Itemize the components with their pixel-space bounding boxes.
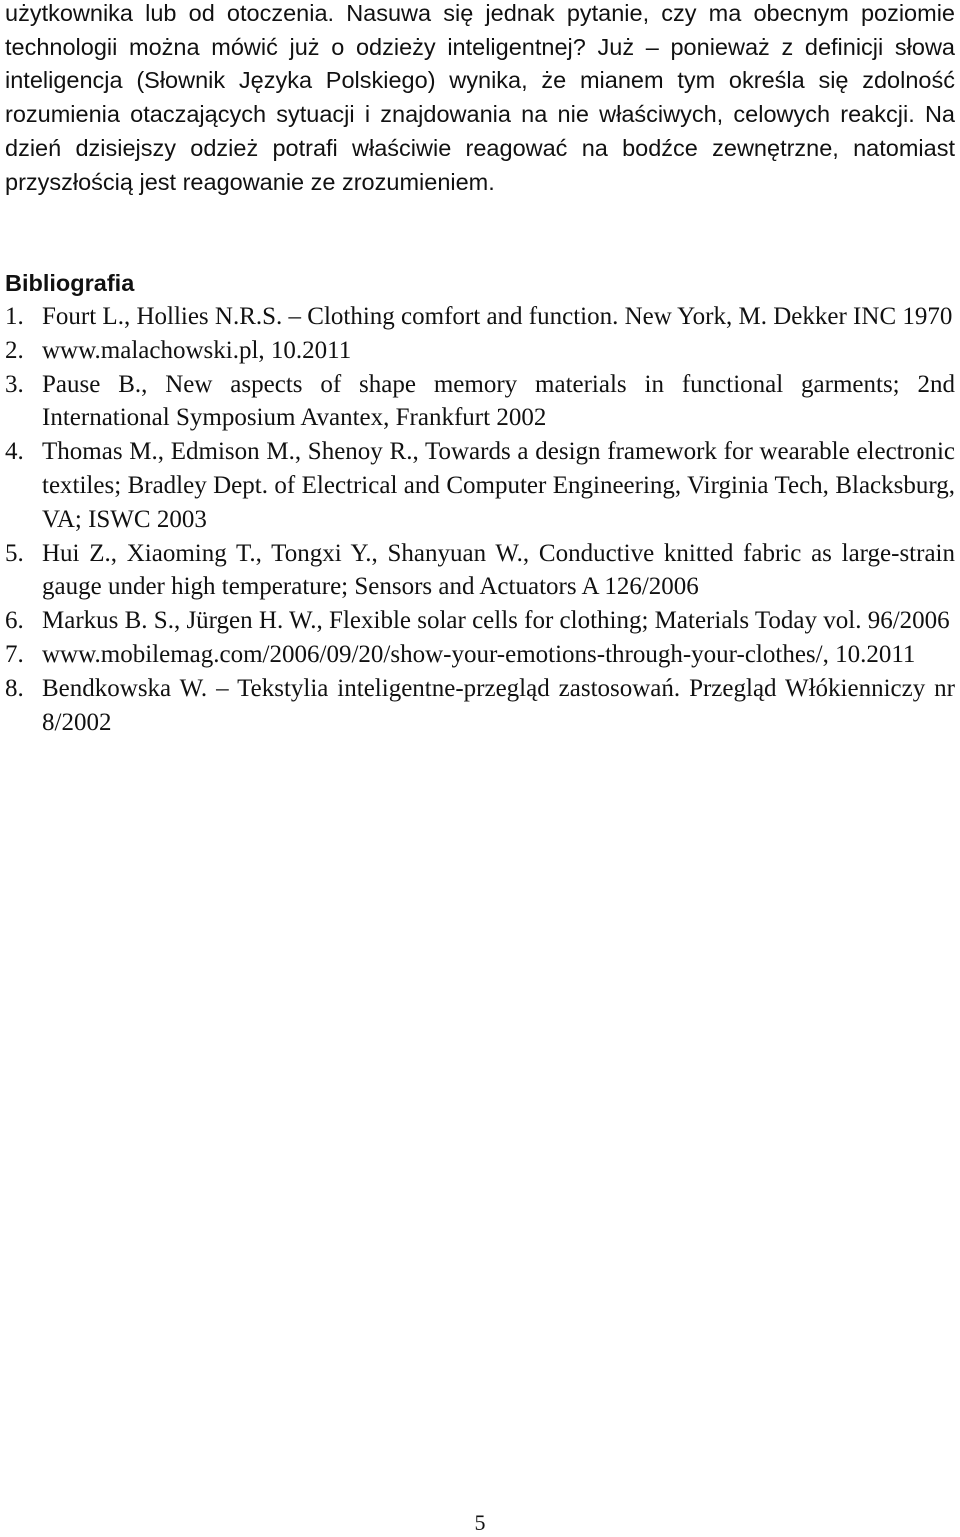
item-text: Fourt L., Hollies N.R.S. – Clothing comfort and function. New York, M. Dekker INC 1970 [42, 303, 953, 330]
item-number: 6. [5, 607, 24, 635]
bibliography-item [5, 672, 955, 740]
item-text: Hui Z., Xiaoming T., Tongxi Y., Shanyuan W., Conductive knitted fabric as large-strain gauge under high temperature; Sensors and Actuators A 126/2006 [42, 539, 955, 601]
bibliography-item [5, 435, 955, 536]
item-link-text: www.mobilemag.com/2006/09/20/show-your-emotions-through-your-clothes/, 10.2011 [42, 640, 916, 668]
bibliography-item [5, 604, 955, 638]
bibliography-item [5, 537, 955, 605]
item-number: 4. [5, 438, 24, 466]
page-number: 5 [474, 1510, 486, 1535]
bibliography-list [5, 300, 955, 739]
bibliography-heading: Bibliografia [5, 270, 135, 296]
item-number: 7. [5, 640, 24, 668]
item-text: Pause B., New aspects of shape memory materials in functional garments; 2nd International Symposium Avantex, Frankfurt 2002 [42, 370, 955, 432]
bibliography-item [5, 638, 955, 672]
bibliography-item [5, 334, 955, 368]
body-paragraph: użytkownika lub od otoczenia. Nasuwa się jednak pytanie, czy ma obecnym poziomie technologii można mówić już o odzieży inteligentnej? Już – ponieważ z definicji słowa inteligencja (Słownik Języka Polskiego) wynika, że mianem tym określa się zdolność rozumienia otaczających sytuacji i znajdowania na nie właściwych, celowych reakcji. Na dzień dzisiejszy odzież potrafi właściwie reagować na bodźce zewnętrzne, natomiast przyszłością jest reagowanie ze zrozumieniem. [5, 0, 955, 195]
item-text: Markus B. S., Jürgen H. W., Flexible solar cells for clothing; Materials Today vol. 96/2006 [42, 607, 950, 635]
item-number: 8. [5, 674, 24, 702]
bibliography-item [5, 368, 955, 436]
item-link-text: www.malachowski.pl, 10.2011 [42, 336, 352, 364]
item-number: 2. [5, 336, 24, 364]
item-number: 3. [5, 370, 24, 398]
item-number: 1. [5, 303, 24, 330]
item-number: 5. [5, 539, 24, 567]
item-text: Thomas M., Edmison M., Shenoy R., Towards a design framework for wearable electronic textiles; Bradley Dept. of Electrical and Computer Engineering, Virginia Tech, Blacksburg, VA; ISWC 2003 [42, 438, 955, 533]
item-text: Bendkowska W. – Tekstylia inteligentne-przegląd zastosowań. Przegląd Włókienniczy nr 8/2002 [42, 674, 955, 736]
bibliography-item [5, 300, 955, 334]
